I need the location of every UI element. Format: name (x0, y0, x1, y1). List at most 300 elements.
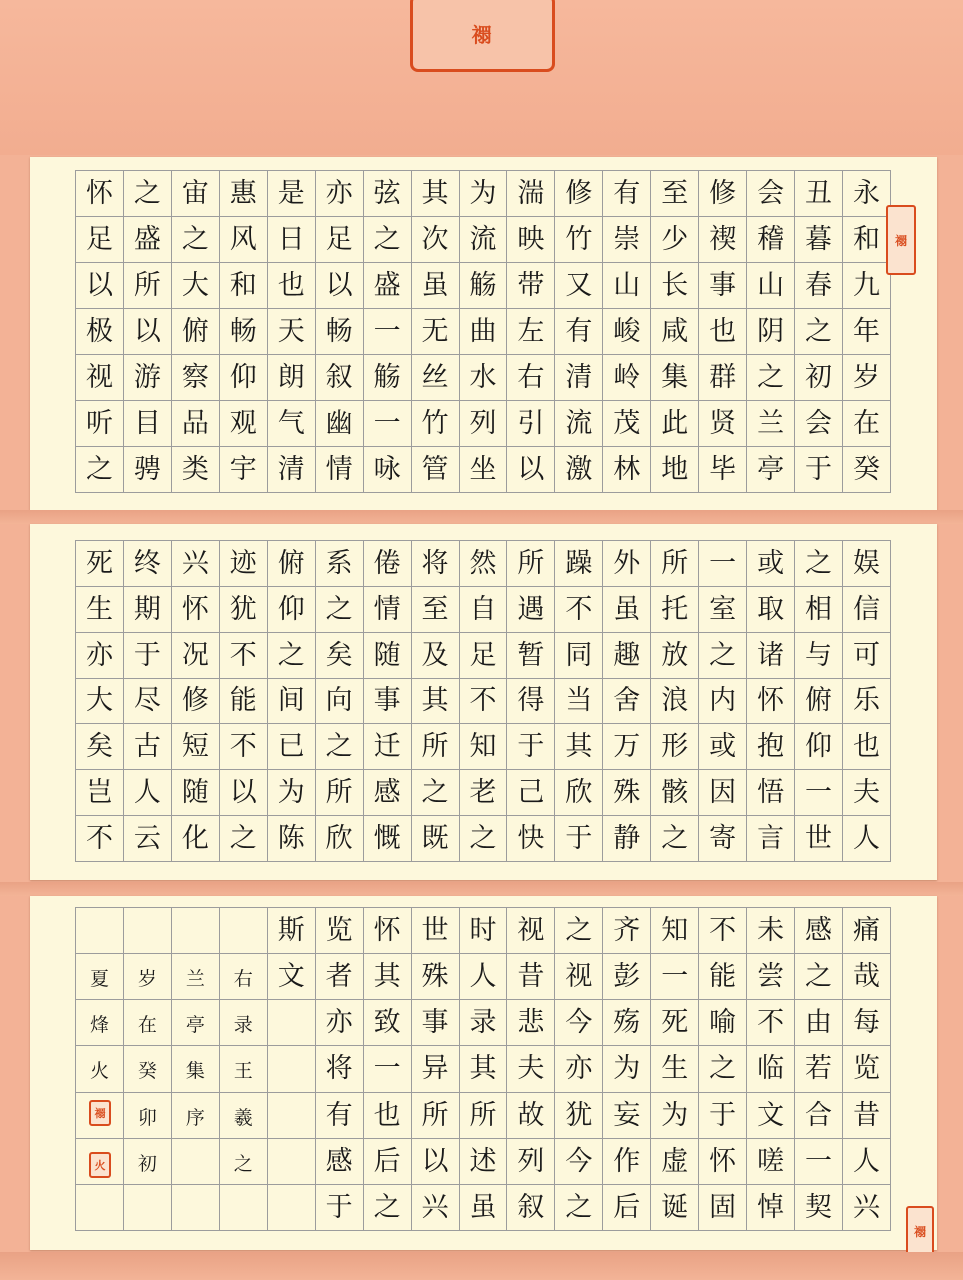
glyph: 地 (661, 454, 689, 485)
grid-row (76, 1184, 891, 1230)
glyph: 事 (421, 1007, 449, 1039)
glyph: 由 (805, 1007, 833, 1039)
grid-cell (651, 586, 699, 632)
grid-cell (843, 678, 891, 724)
glyph: 情 (373, 593, 401, 625)
glyph: 能 (709, 961, 737, 993)
glyph: 与 (805, 639, 833, 671)
grid-cell (76, 217, 124, 263)
grid-cell (843, 309, 891, 355)
grid-cell (123, 1000, 171, 1046)
grid-cell (315, 954, 363, 1000)
glyph: 在 (853, 408, 880, 439)
grid-cell (507, 632, 555, 678)
grid-cell (459, 770, 507, 816)
glyph: 右 (517, 362, 545, 393)
glyph: 诞 (661, 1191, 689, 1223)
glyph: 初 (137, 1152, 157, 1175)
grid-cell (315, 1184, 363, 1230)
glyph: 抱 (757, 731, 785, 763)
glyph: 文 (277, 961, 305, 993)
glyph: 次 (421, 224, 449, 255)
grid-cell (507, 401, 555, 447)
grid-cell (555, 541, 603, 587)
grid-cell (699, 1184, 747, 1230)
grid-row (76, 632, 891, 678)
glyph: 之 (709, 1053, 737, 1085)
glyph: 合 (805, 1099, 833, 1131)
glyph: 录 (233, 1014, 253, 1037)
glyph: 畅 (325, 316, 353, 347)
glyph: 殊 (421, 961, 449, 993)
glyph: 所 (325, 777, 353, 809)
scroll-panel-3 (30, 896, 937, 1250)
glyph: 山 (613, 270, 641, 301)
glyph: 也 (709, 316, 737, 347)
grid-cell (507, 1092, 555, 1138)
glyph: 夫 (853, 777, 880, 809)
glyph: 录 (469, 1007, 497, 1039)
grid-cell (171, 355, 219, 401)
panel1-seal-stamp (886, 205, 916, 275)
glyph: 癸 (137, 1060, 157, 1083)
glyph: 以 (517, 454, 545, 485)
grid-cell (795, 171, 843, 217)
glyph: 亭 (185, 1014, 205, 1037)
grid-cell (171, 770, 219, 816)
grid-cell (507, 541, 555, 587)
glyph: 托 (661, 593, 689, 625)
grid-cell (699, 1138, 747, 1184)
glyph: 也 (373, 1099, 401, 1131)
glyph: 集 (661, 362, 689, 393)
glyph: 映 (517, 224, 545, 255)
glyph: 盛 (133, 224, 161, 255)
mount-strip-2 (0, 882, 963, 896)
grid-cell (699, 541, 747, 587)
grid-cell (459, 954, 507, 1000)
grid-cell (843, 1046, 891, 1092)
grid-cell (603, 263, 651, 309)
grid-cell (603, 1046, 651, 1092)
glyph: 之 (805, 316, 833, 347)
grid-cell (747, 401, 795, 447)
top-seal-stamp (410, 0, 555, 72)
glyph: 于 (709, 1099, 737, 1131)
grid-cell (459, 1184, 507, 1230)
grid-cell (555, 724, 603, 770)
grid-cell (76, 724, 124, 770)
glyph: 之 (421, 777, 449, 809)
grid-cell (123, 632, 171, 678)
glyph: 虽 (469, 1191, 497, 1223)
glyph: 又 (565, 270, 593, 301)
glyph: 殇 (613, 1007, 641, 1039)
glyph: 集 (185, 1060, 205, 1083)
glyph: 昔 (853, 1099, 880, 1131)
grid-cell (459, 309, 507, 355)
glyph: 禊 (709, 224, 737, 255)
glyph: 后 (613, 1191, 641, 1223)
grid-cell (171, 217, 219, 263)
grid-cell (747, 217, 795, 263)
grid-cell (267, 1046, 315, 1092)
grid-cell (795, 1000, 843, 1046)
glyph: 或 (757, 547, 785, 579)
glyph: 岂 (85, 777, 113, 809)
glyph: 有 (613, 178, 641, 209)
grid-cell (219, 1092, 267, 1138)
glyph: 带 (517, 270, 545, 301)
glyph: 为 (277, 777, 305, 809)
grid-row (76, 770, 891, 816)
glyph: 至 (421, 593, 449, 625)
grid-cell (76, 770, 124, 816)
grid-cell (123, 678, 171, 724)
glyph: 俯 (805, 685, 833, 717)
grid-cell (603, 171, 651, 217)
glyph: 至 (661, 178, 689, 209)
grid-cell (747, 816, 795, 862)
glyph: 兴 (853, 1191, 880, 1223)
glyph: 虚 (661, 1145, 689, 1177)
grid-cell (507, 770, 555, 816)
grid-cell (219, 678, 267, 724)
glyph: 妄 (613, 1099, 641, 1131)
grid-cell (219, 355, 267, 401)
glyph: 已 (277, 731, 305, 763)
glyph: 春 (805, 270, 833, 301)
grid-cell (411, 1046, 459, 1092)
grid-cell (747, 1046, 795, 1092)
grid-cell (699, 816, 747, 862)
grid-cell (555, 1184, 603, 1230)
glyph: 览 (853, 1053, 880, 1085)
glyph: 内 (709, 685, 737, 717)
glyph: 人 (853, 1145, 880, 1177)
glyph: 之 (709, 639, 737, 671)
grid-cell (76, 401, 124, 447)
grid-cell (315, 263, 363, 309)
grid-cell (603, 355, 651, 401)
bottom-right-seal-stamp (906, 1206, 934, 1256)
grid-cell (219, 401, 267, 447)
glyph: 慨 (373, 823, 401, 855)
grid-cell (219, 263, 267, 309)
grid-row (76, 954, 891, 1000)
glyph: 迁 (373, 731, 401, 763)
grid-cell (747, 1138, 795, 1184)
grid-cell (123, 816, 171, 862)
grid-cell (123, 908, 171, 954)
grid-cell (219, 171, 267, 217)
glyph: 大 (181, 270, 209, 301)
grid-cell (747, 355, 795, 401)
grid-cell (699, 1046, 747, 1092)
grid-cell (363, 1184, 411, 1230)
grid-cell (843, 632, 891, 678)
grid-row (76, 1092, 891, 1138)
grid-cell (507, 355, 555, 401)
glyph: 修 (709, 178, 737, 209)
glyph: 叙 (517, 1191, 545, 1223)
glyph: 于 (565, 823, 593, 855)
grid-cell (171, 908, 219, 954)
grid-cell (363, 355, 411, 401)
grid-cell (267, 171, 315, 217)
glyph: 一 (373, 408, 401, 439)
grid-cell (267, 541, 315, 587)
grid-cell (795, 447, 843, 493)
grid-cell (795, 1138, 843, 1184)
grid-cell (555, 908, 603, 954)
glyph: 每 (853, 1007, 880, 1039)
glyph: 将 (421, 547, 449, 579)
glyph: 觞 (469, 270, 497, 301)
glyph: 之 (757, 362, 785, 393)
grid-cell (651, 171, 699, 217)
grid-cell (171, 586, 219, 632)
grid-cell (747, 908, 795, 954)
grid-cell (603, 678, 651, 724)
glyph: 感 (805, 915, 833, 947)
glyph: 贤 (709, 408, 737, 439)
glyph: 当 (565, 685, 593, 717)
grid-cell (76, 309, 124, 355)
grid-cell (795, 678, 843, 724)
grid-cell (795, 1184, 843, 1230)
glyph: 期 (133, 593, 161, 625)
grid-cell (315, 171, 363, 217)
grid-row (76, 171, 891, 217)
glyph: 幽 (325, 408, 353, 439)
glyph: 所 (421, 731, 449, 763)
grid-cell (699, 724, 747, 770)
top-seal-text: 禤 (471, 22, 494, 47)
grid-cell (795, 586, 843, 632)
grid-cell (219, 1184, 267, 1230)
glyph: 湍 (517, 178, 545, 209)
grid-cell (795, 401, 843, 447)
grid-cell (171, 263, 219, 309)
glyph: 初 (805, 362, 833, 393)
grid-cell (363, 401, 411, 447)
grid-cell (555, 401, 603, 447)
grid-cell (747, 586, 795, 632)
grid-cell (363, 1138, 411, 1184)
glyph: 清 (277, 454, 305, 485)
glyph: 不 (757, 1007, 785, 1039)
glyph: 之 (565, 1191, 593, 1223)
glyph: 所 (661, 547, 689, 579)
grid-cell (123, 263, 171, 309)
glyph: 弦 (373, 178, 401, 209)
glyph: 修 (181, 685, 209, 717)
grid-cell (411, 770, 459, 816)
grid-cell (843, 1092, 891, 1138)
grid-cell (555, 632, 603, 678)
glyph: 相 (805, 593, 833, 625)
glyph: 气 (277, 408, 305, 439)
grid-row (76, 678, 891, 724)
glyph: 以 (85, 270, 113, 301)
grid-cell (651, 1184, 699, 1230)
glyph: 取 (757, 593, 785, 625)
glyph: 日 (277, 224, 305, 255)
glyph: 天 (277, 316, 305, 347)
glyph: 尝 (757, 961, 785, 993)
glyph: 修 (565, 178, 593, 209)
glyph: 也 (853, 731, 880, 763)
glyph: 岭 (613, 362, 641, 393)
grid-cell (219, 1046, 267, 1092)
grid-cell (267, 632, 315, 678)
glyph: 系 (325, 547, 353, 579)
glyph: 感 (373, 777, 401, 809)
glyph: 终 (133, 547, 161, 579)
grid-cell (555, 447, 603, 493)
glyph: 流 (565, 408, 593, 439)
grid-cell (171, 1000, 219, 1046)
glyph: 斯 (277, 915, 305, 947)
glyph: 致 (373, 1007, 401, 1039)
grid-cell (171, 632, 219, 678)
grid-cell (411, 816, 459, 862)
grid-cell (123, 1046, 171, 1092)
grid-cell (459, 1138, 507, 1184)
glyph: 仰 (277, 593, 305, 625)
grid-cell (459, 678, 507, 724)
glyph: 情 (325, 454, 353, 485)
grid-cell (651, 1046, 699, 1092)
grid-cell (123, 217, 171, 263)
glyph: 之 (565, 915, 593, 947)
grid-cell (363, 217, 411, 263)
glyph: 后 (373, 1145, 401, 1177)
grid-cell (555, 263, 603, 309)
grid-cell (747, 954, 795, 1000)
glyph: 躁 (565, 547, 593, 579)
grid-cell (459, 1046, 507, 1092)
grid-cell (843, 171, 891, 217)
glyph: 卯 (137, 1106, 157, 1129)
grid-cell (699, 171, 747, 217)
glyph: 丑 (805, 178, 833, 209)
grid-cell (267, 770, 315, 816)
grid-row (76, 586, 891, 632)
grid-cell (171, 678, 219, 724)
grid-cell (795, 816, 843, 862)
glyph: 之 (373, 224, 401, 255)
grid-cell (507, 217, 555, 263)
grid-cell (363, 954, 411, 1000)
glyph: 哉 (853, 961, 880, 993)
grid-cell (363, 1092, 411, 1138)
glyph: 和 (853, 224, 880, 255)
grid-cell (555, 309, 603, 355)
glyph: 人 (133, 777, 161, 809)
grid-cell (795, 217, 843, 263)
glyph: 亦 (325, 1007, 353, 1039)
grid-row (76, 309, 891, 355)
grid-cell (267, 1184, 315, 1230)
grid-cell (699, 770, 747, 816)
grid-cell (363, 309, 411, 355)
glyph: 此 (661, 408, 689, 439)
grid-cell (171, 1046, 219, 1092)
grid-cell (507, 908, 555, 954)
glyph: 会 (805, 408, 833, 439)
grid-cell (315, 309, 363, 355)
grid-row (76, 447, 891, 493)
grid-cell (507, 263, 555, 309)
glyph: 兴 (421, 1191, 449, 1223)
glyph: 信 (853, 593, 880, 625)
glyph: 不 (565, 593, 593, 625)
glyph: 阴 (757, 316, 785, 347)
glyph: 陈 (277, 823, 305, 855)
glyph: 有 (565, 316, 593, 347)
grid-cell (795, 309, 843, 355)
glyph: 乐 (853, 685, 880, 717)
grid-cell (651, 816, 699, 862)
grid-cell (555, 217, 603, 263)
glyph: 悲 (517, 1007, 545, 1039)
glyph: 将 (325, 1053, 353, 1085)
grid-cell (747, 263, 795, 309)
glyph: 遇 (517, 593, 545, 625)
glyph: 一 (373, 316, 401, 347)
glyph: 时 (469, 915, 497, 947)
grid-cell (315, 1138, 363, 1184)
glyph: 固 (709, 1191, 737, 1223)
grid-cell (363, 586, 411, 632)
glyph: 能 (229, 685, 257, 717)
glyph: 怀 (709, 1145, 737, 1177)
glyph: 诸 (757, 639, 785, 671)
grid-cell (507, 816, 555, 862)
glyph: 其 (469, 1053, 497, 1085)
grid-cell (459, 816, 507, 862)
glyph: 一 (805, 1145, 833, 1177)
signature-seal-bottom (89, 1152, 111, 1178)
grid-cell (411, 355, 459, 401)
grid-cell (603, 541, 651, 587)
glyph: 知 (469, 731, 497, 763)
grid-cell (76, 171, 124, 217)
grid-cell (603, 724, 651, 770)
glyph: 死 (661, 1007, 689, 1039)
glyph: 或 (709, 731, 737, 763)
glyph: 烽 (89, 1014, 109, 1037)
glyph: 激 (565, 454, 593, 485)
glyph: 足 (469, 639, 497, 671)
glyph: 化 (181, 823, 209, 855)
glyph: 自 (469, 593, 497, 625)
grid-cell (507, 447, 555, 493)
grid-cell (699, 678, 747, 724)
grid-cell (363, 263, 411, 309)
glyph: 咸 (661, 316, 689, 347)
glyph: 之 (325, 593, 353, 625)
grid-cell (603, 586, 651, 632)
glyph: 为 (661, 1099, 689, 1131)
grid-cell (843, 1000, 891, 1046)
grid-cell (555, 816, 603, 862)
grid-cell (411, 217, 459, 263)
grid-cell (123, 541, 171, 587)
glyph: 毕 (709, 454, 737, 485)
